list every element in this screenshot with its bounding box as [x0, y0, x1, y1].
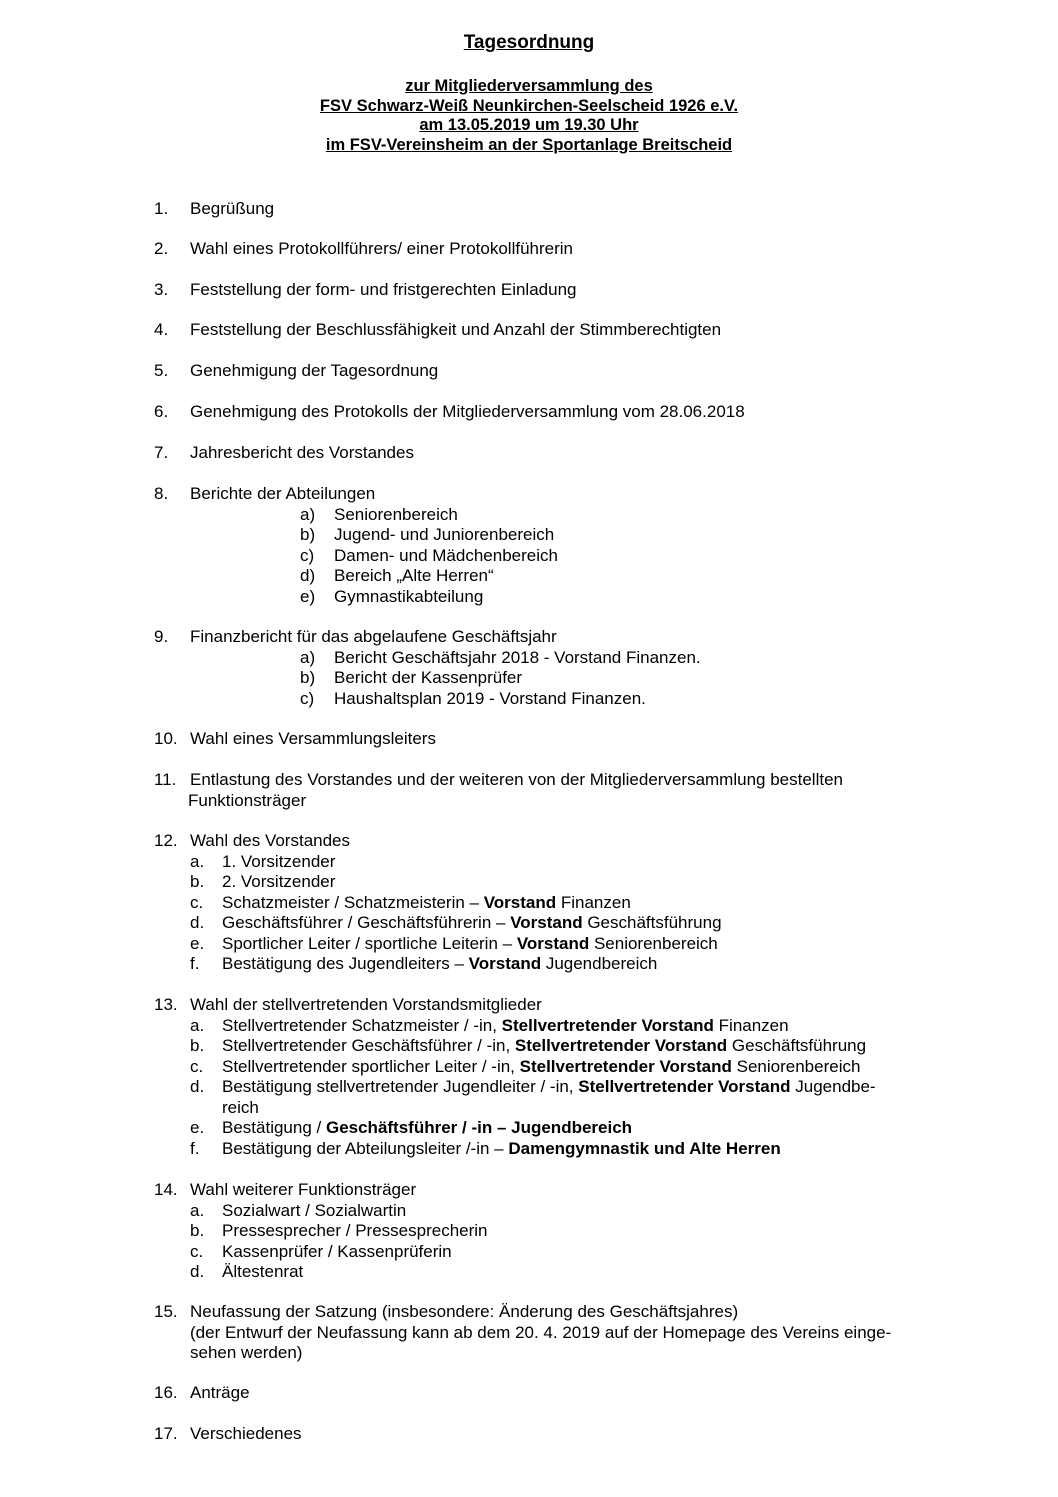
- agenda-item: [0, 361, 1058, 382]
- sub-item-label: a): [300, 504, 316, 524]
- agenda-item-number: 10.: [154, 729, 178, 748]
- sub-item-label: a): [300, 647, 316, 667]
- agenda-item-text: Feststellung der Beschlussfähigkeit und Anzahl der Stimmberechtigten: [190, 320, 722, 339]
- sub-item-label: d): [300, 566, 316, 585]
- agenda-item: [0, 1180, 1058, 1201]
- agenda-item-number: 9.: [154, 627, 169, 646]
- sub-item: [0, 1262, 1058, 1283]
- sub-item-text: [222, 893, 922, 914]
- sub-item-text-part: Bestätigung /: [222, 1118, 326, 1137]
- sub-item: [0, 525, 1058, 546]
- meeting-header-line: FSV Schwarz-Weiß Neunkirchen-Seelscheid 1926 e.V.: [319, 96, 739, 115]
- sub-item-label: b): [300, 668, 316, 687]
- sub-item: [0, 1201, 1058, 1222]
- sub-item-bold-text: Stellvertretender Vorstand: [519, 1056, 732, 1076]
- meeting-header: [0, 77, 1058, 155]
- sub-item-bold-text: Stellvertretender Vorstand: [514, 1036, 728, 1055]
- agenda-item-number: 4.: [154, 320, 169, 339]
- sub-item-bold-text: Vorstand: [510, 913, 583, 932]
- sub-item-text-part: Gymnastikabteilung: [334, 586, 484, 606]
- sub-item-label: f.: [190, 954, 200, 973]
- sub-item: [0, 1118, 1058, 1139]
- sub-item: [0, 913, 1058, 934]
- agenda-item-number: 2.: [154, 239, 169, 258]
- agenda-item-number: 16.: [154, 1383, 178, 1402]
- sub-item-bold-text: Vorstand: [516, 933, 590, 953]
- sub-item: [0, 1016, 1058, 1037]
- sub-item-text-part: 2. Vorsitzender: [222, 872, 336, 891]
- sub-item-label: a.: [190, 851, 205, 871]
- agenda-item-continuation: Funktionsträger: [188, 790, 307, 810]
- agenda-item-number: 14.: [154, 1180, 178, 1199]
- sub-item-text: [334, 505, 1034, 526]
- sub-item-text-part: Geschäftsführung: [727, 1036, 867, 1055]
- agenda-item-number: 17.: [154, 1424, 178, 1443]
- sub-item-label: a.: [190, 1200, 205, 1220]
- sub-item-label: b): [300, 525, 316, 544]
- sub-item: [0, 505, 1058, 526]
- agenda-item: [0, 627, 1058, 648]
- sub-item-text-part: Pressesprecher / Pressesprecherin: [222, 1221, 488, 1240]
- sub-item-text: [222, 1201, 922, 1222]
- sub-item-label: c): [300, 688, 315, 708]
- agenda-item: [0, 280, 1058, 301]
- sub-item: [0, 1077, 1058, 1098]
- agenda-item-number: 11.: [154, 770, 177, 789]
- agenda-item-text: Anträge: [190, 1383, 250, 1402]
- agenda-item-text: Verschiedenes: [190, 1424, 302, 1443]
- sub-item: [0, 1242, 1058, 1263]
- sub-item: [0, 1221, 1058, 1242]
- agenda-item: [0, 1424, 1058, 1445]
- sub-item-label: c.: [190, 1056, 204, 1076]
- agenda-item-text: Wahl des Vorstandes: [190, 831, 351, 850]
- agenda-item-number: 7.: [154, 443, 169, 462]
- sub-item-label: c.: [190, 1241, 204, 1261]
- sub-item-text: [222, 1057, 922, 1078]
- sub-item-text-part: Geschäftsführer / Geschäftsführerin –: [222, 913, 511, 932]
- agenda-item-text: Wahl eines Versammlungsleiters: [190, 729, 436, 748]
- sub-item-label: d.: [190, 1262, 205, 1281]
- sub-item-text-part: Finanzen: [556, 892, 631, 912]
- sub-item-label: e.: [190, 1118, 205, 1137]
- meeting-header-line: im FSV-Vereinsheim an der Sportanlage Breitscheid: [325, 135, 733, 154]
- sub-item-text: [334, 525, 1034, 546]
- sub-item: [0, 1036, 1058, 1057]
- sub-item-text: [222, 1016, 922, 1037]
- sub-item: [0, 668, 1058, 689]
- sub-item-text-part: Seniorenbereich: [731, 1056, 861, 1076]
- sub-item: [0, 1057, 1058, 1078]
- sub-item-label: f.: [190, 1138, 200, 1158]
- sub-item: [0, 566, 1058, 587]
- sub-item-text-part: Bericht der Kassenprüfer: [334, 668, 523, 687]
- sub-item-text: [222, 1036, 922, 1057]
- agenda-item-continuation: (der Entwurf der Neufassung kann ab dem 20. 4. 2019 auf der Homepage des Vereins einge-: [190, 1322, 892, 1342]
- sub-item-text-part: Stellvertretender sportlicher Leiter / -in,: [222, 1056, 520, 1076]
- sub-item: [0, 689, 1058, 710]
- sub-item-label: d.: [190, 913, 205, 932]
- sub-item-text-part: Kassenprüfer / Kassenprüferin: [222, 1241, 452, 1261]
- agenda-item-text: Genehmigung der Tagesordnung: [190, 361, 439, 380]
- sub-item: [0, 648, 1058, 669]
- sub-item-label: b.: [190, 1221, 205, 1240]
- sub-item-text-part: Bestätigung der Abteilungsleiter /-in –: [222, 1138, 509, 1158]
- agenda-item-number: 12.: [154, 831, 178, 850]
- sub-item-text-part: Ältestenrat: [222, 1262, 304, 1281]
- sub-item-label: c.: [190, 892, 204, 912]
- sub-item-text-part: Jugendbe-: [790, 1077, 876, 1096]
- sub-item-text: [222, 1242, 922, 1263]
- agenda-item: [0, 443, 1058, 464]
- page-title: Tagesordnung: [463, 32, 595, 53]
- sub-item-continuation-text: reich: [222, 1097, 259, 1117]
- sub-item-text-part: Bestätigung des Jugendleiters –: [222, 954, 469, 973]
- sub-item-bold-text: Vorstand: [483, 892, 557, 912]
- sub-item-text-part: Bereich „Alte Herren“: [334, 566, 494, 585]
- agenda-item-text: Neufassung der Satzung (insbesondere: Änderung des Geschäftsjahres): [190, 1302, 739, 1321]
- sub-item-text-part: Schatzmeister / Schatzmeisterin –: [222, 892, 484, 912]
- meeting-header-line: am 13.05.2019 um 19.30 Uhr: [419, 116, 639, 134]
- sub-item-text: [334, 587, 1034, 608]
- sub-item-text-part: Bestätigung stellvertretender Jugendleiter / -in,: [222, 1077, 579, 1096]
- agenda-item-text: Entlastung des Vorstandes und der weiteren von der Mitgliederversammlung bestellten: [190, 770, 843, 789]
- agenda-item: [0, 1383, 1058, 1404]
- agenda-item-number: 15.: [154, 1302, 178, 1321]
- sub-item-bold-text: Stellvertretender Vorstand: [578, 1077, 791, 1096]
- sub-item-text-part: Stellvertretender Geschäftsführer / -in,: [222, 1036, 515, 1055]
- sub-item-bold-text: Stellvertretender Vorstand: [501, 1015, 714, 1035]
- sub-item-text: [334, 648, 1034, 669]
- agenda-item: [0, 320, 1058, 341]
- agenda-item-text: Wahl eines Protokollführers/ einer Protokollführerin: [190, 239, 573, 258]
- sub-item: [0, 934, 1058, 955]
- sub-item-text: [222, 852, 922, 873]
- agenda-item: [0, 402, 1058, 423]
- sub-item-text: [334, 668, 1034, 689]
- sub-item-text-part: Sozialwart / Sozialwartin: [222, 1200, 407, 1220]
- agenda-item-number: 5.: [154, 361, 169, 380]
- sub-item-text-part: 1. Vorsitzender: [222, 851, 336, 871]
- agenda-item-text: Feststellung der form- und fristgerechten Einladung: [190, 280, 577, 299]
- sub-item-bold-text: Geschäftsführer / -in – Jugendbereich: [325, 1118, 633, 1137]
- agenda-item-number: 1.: [154, 199, 169, 218]
- agenda-item-number: 6.: [154, 402, 169, 421]
- sub-item: [0, 893, 1058, 914]
- agenda-item: [0, 484, 1058, 505]
- sub-item-text: [222, 1262, 922, 1283]
- sub-item-label: e.: [190, 933, 205, 953]
- sub-item-text-part: Seniorenbereich: [334, 504, 458, 524]
- agenda-item-text: Wahl weiterer Funktionsträger: [190, 1180, 417, 1199]
- agenda-item: [0, 770, 1058, 791]
- sub-item-text: [334, 689, 1034, 710]
- sub-item-label: b.: [190, 1036, 205, 1055]
- sub-item-label: b.: [190, 872, 205, 891]
- agenda-item-continuation: sehen werden): [190, 1343, 303, 1362]
- sub-item-text-part: Jugend- und Juniorenbereich: [334, 525, 555, 544]
- agenda-item: [0, 729, 1058, 750]
- sub-item-text: [222, 913, 922, 934]
- agenda-item: [0, 239, 1058, 260]
- agenda-item-text: Begrüßung: [190, 199, 275, 218]
- sub-item-text: [222, 1077, 922, 1098]
- sub-item-text-part: Stellvertretender Schatzmeister / -in,: [222, 1015, 502, 1035]
- agenda-item-text: Jahresbericht des Vorstandes: [190, 443, 414, 462]
- agenda-item-number: 3.: [154, 280, 169, 299]
- sub-item-text: [334, 566, 1034, 587]
- sub-item-text-part: Geschäftsführung: [582, 913, 722, 932]
- agenda-item-number: 8.: [154, 484, 169, 503]
- sub-item: [0, 852, 1058, 873]
- sub-item-text-part: Finanzen: [713, 1015, 789, 1035]
- sub-item-text-part: Haushaltsplan 2019 - Vorstand Finanzen.: [334, 688, 646, 708]
- agenda-item: [0, 995, 1058, 1016]
- agenda-item: [0, 199, 1058, 220]
- sub-item-text: [222, 1118, 922, 1139]
- agenda-item-text: Berichte der Abteilungen: [190, 484, 376, 503]
- sub-item: [0, 587, 1058, 608]
- agenda-item-text: Genehmigung des Protokolls der Mitgliederversammlung vom 28.06.2018: [190, 402, 745, 421]
- sub-item: [0, 954, 1058, 975]
- sub-item-label: e): [300, 586, 316, 606]
- sub-item-bold-text: Damengymnastik und Alte Herren: [508, 1138, 781, 1158]
- sub-item-text-part: Jugendbereich: [541, 954, 658, 973]
- sub-item-text: [222, 934, 922, 955]
- sub-item-label: d.: [190, 1077, 205, 1096]
- agenda-item: [0, 1302, 1058, 1323]
- sub-item-text: [222, 872, 922, 893]
- sub-item-text-part: Bericht Geschäftsjahr 2018 - Vorstand Finanzen.: [334, 647, 701, 667]
- sub-item-text-part: Seniorenbereich: [589, 933, 718, 953]
- agenda-item-number: 13.: [154, 995, 178, 1014]
- sub-item-label: a.: [190, 1015, 205, 1035]
- sub-item-bold-text: Vorstand: [468, 954, 542, 973]
- sub-item-text: [222, 1221, 922, 1242]
- agenda-item-text: Finanzbericht für das abgelaufene Geschäftsjahr: [190, 627, 557, 646]
- meeting-header-line: zur Mitgliederversammlung des: [405, 77, 653, 95]
- sub-item: [0, 1139, 1058, 1160]
- sub-item-text-part: Damen- und Mädchenbereich: [334, 545, 558, 565]
- sub-item-text: [222, 954, 922, 975]
- agenda-item: [0, 831, 1058, 852]
- sub-item-label: c): [300, 545, 315, 565]
- sub-item-text-part: Sportlicher Leiter / sportliche Leiterin –: [222, 933, 517, 953]
- sub-item: [0, 546, 1058, 567]
- agenda-item-text: Wahl der stellvertretenden Vorstandsmitglieder: [190, 995, 542, 1014]
- sub-item-text: [334, 546, 1034, 567]
- sub-item: [0, 872, 1058, 893]
- sub-item-text: [222, 1139, 922, 1160]
